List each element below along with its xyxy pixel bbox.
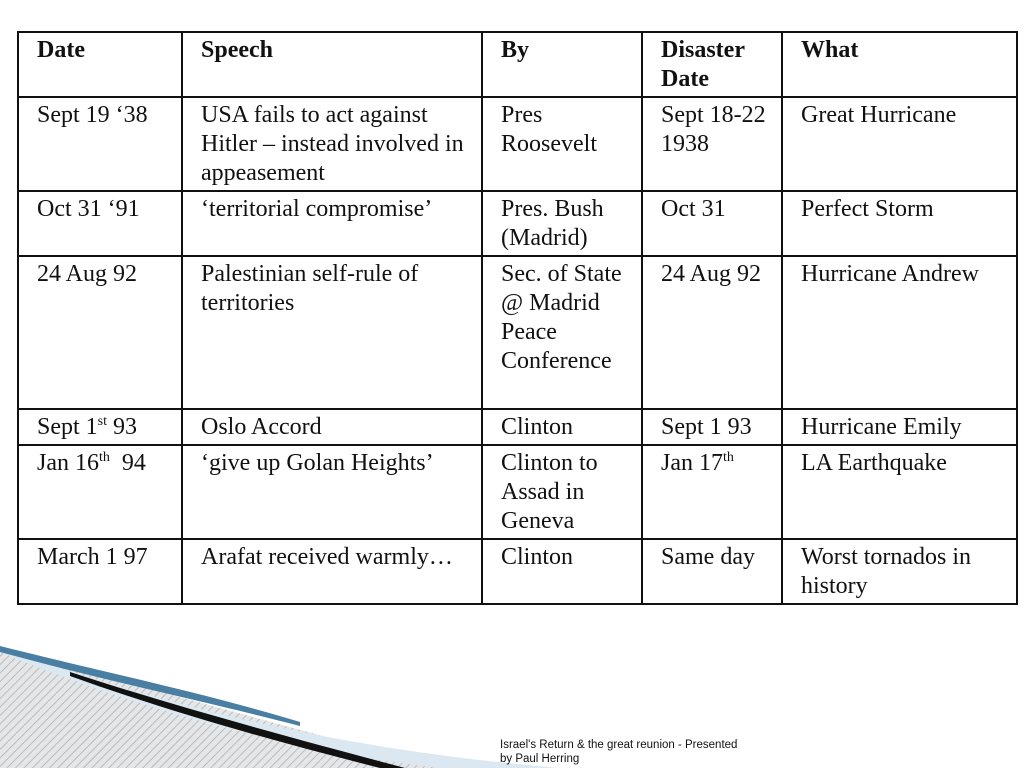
header-by: By: [482, 32, 642, 97]
cell-speech: USA fails to act against Hitler – instead involved in appeasement: [182, 97, 482, 191]
cell-disaster-date: Same day: [642, 539, 782, 604]
header-what: What: [782, 32, 1017, 97]
cell-date: 24 Aug 92: [18, 256, 182, 409]
table-container: [17, 31, 1016, 605]
cell-what: Perfect Storm: [782, 191, 1017, 256]
cell-date: Oct 31 ‘91: [18, 191, 182, 256]
header-disaster-date: Disaster Date: [642, 32, 782, 97]
header-speech: Speech: [182, 32, 482, 97]
cell-by: Sec. of State @ Madrid Peace Conference: [482, 256, 642, 409]
cell-disaster-date: Oct 31: [642, 191, 782, 256]
cell-by: Pres Roosevelt: [482, 97, 642, 191]
disaster-date-superscript: th: [723, 450, 734, 465]
table-row: [18, 256, 1017, 409]
cell-speech: ‘territorial compromise’: [182, 191, 482, 256]
cell-date: Sept 19 ‘38: [18, 97, 182, 191]
table-row: [18, 409, 1017, 445]
cell-by: Clinton: [482, 409, 642, 445]
cell-speech: Palestinian self-rule of territories: [182, 256, 482, 409]
table-row: [18, 539, 1017, 604]
date-superscript: th: [99, 450, 110, 465]
date-tail: 93: [107, 414, 138, 440]
date-text: Jan 16: [37, 450, 99, 476]
table-header-row: [18, 32, 1017, 97]
date-text: Sept 1: [37, 414, 98, 440]
cell-date: [18, 445, 182, 539]
cell-disaster-date: Sept 1 93: [642, 409, 782, 445]
cell-disaster-date: [642, 445, 782, 539]
cell-what: Great Hurricane: [782, 97, 1017, 191]
cell-speech: Oslo Accord: [182, 409, 482, 445]
cell-date: [18, 409, 182, 445]
date-superscript: st: [97, 414, 108, 429]
cell-by: Clinton to Assad in Geneva: [482, 445, 642, 539]
slide-decoration-swoosh: [0, 630, 560, 768]
cell-what: Worst tornados in history: [782, 539, 1017, 604]
date-tail: 94: [109, 450, 146, 476]
table-row: [18, 97, 1017, 191]
cell-what: Hurricane Andrew: [782, 256, 1017, 409]
disaster-date-text: Jan 17: [661, 450, 723, 476]
table-row: [18, 191, 1017, 256]
cell-by: Pres. Bush (Madrid): [482, 191, 642, 256]
cell-what: Hurricane Emily: [782, 409, 1017, 445]
cell-by: Clinton: [482, 539, 642, 604]
cell-speech: Arafat received warmly…: [182, 539, 482, 604]
slide-footer: Israel's Return & the great reunion - Presented by Paul Herring: [500, 739, 738, 765]
cell-date: March 1 97: [18, 539, 182, 604]
events-table: [17, 31, 1018, 605]
cell-what: LA Earthquake: [782, 445, 1017, 539]
header-date: Date: [18, 32, 182, 97]
table-row: [18, 445, 1017, 539]
cell-disaster-date: 24 Aug 92: [642, 256, 782, 409]
cell-speech: ‘give up Golan Heights’: [182, 445, 482, 539]
cell-disaster-date: Sept 18-22 1938: [642, 97, 782, 191]
